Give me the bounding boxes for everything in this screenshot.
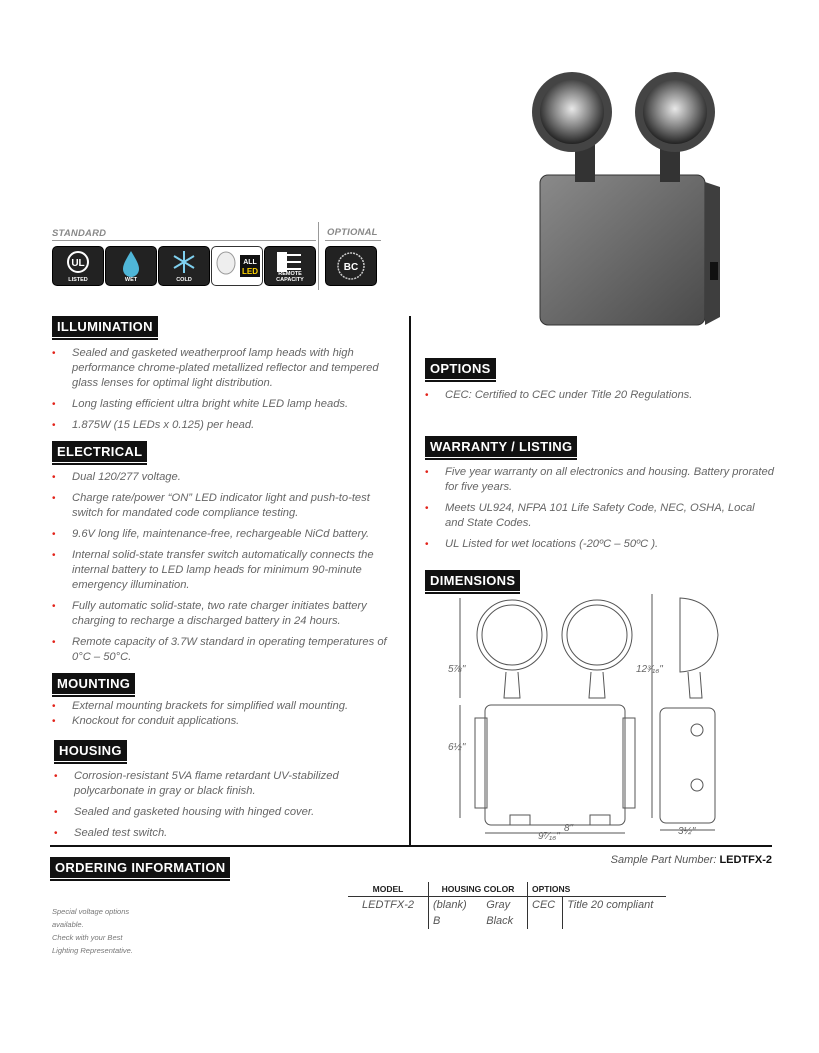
list-item: • Charge rate/power “ON” LED indicator light and push-to-test switch for mandated code compliance testing. bbox=[52, 491, 397, 521]
list-item: • Corrosion-resistant 5VA flame retardant UV-stabilized polycarbonate in gray or black finish. bbox=[54, 769, 399, 799]
ul-listed-icon: UL LISTED bbox=[52, 246, 104, 286]
body-height-label: 6½" bbox=[448, 742, 466, 753]
illumination-list bbox=[52, 346, 397, 439]
list-item: • Sealed and gasketed weatherproof lamp heads with high performance chrome-plated metallized reflector and tempered glass lenses for optimal light distribution. bbox=[52, 346, 397, 391]
cold-snowflake-icon: COLD bbox=[158, 246, 210, 286]
divider bbox=[325, 240, 381, 241]
all-led-bulb-icon bbox=[211, 246, 263, 286]
inner-width-label: 8" bbox=[564, 823, 574, 834]
table-row: LEDTFX-2 (blank) Gray CEC Title 20 compliant bbox=[348, 897, 666, 914]
list-item: • Long lasting efficient ultra bright white LED lamp heads. bbox=[52, 397, 397, 412]
list-item: • Fully automatic solid-state, two rate charger initiates battery charging to recharge a discharged battery in 24 hours. bbox=[52, 599, 397, 629]
col-options: OPTIONS bbox=[528, 882, 667, 897]
wet-droplet-icon: WET bbox=[105, 246, 157, 286]
svg-text:ALL: ALL bbox=[243, 259, 257, 266]
dimensions-header: DIMENSIONS bbox=[425, 570, 520, 591]
outer-width-label: 9⁷⁄₁₆" bbox=[538, 831, 560, 840]
list-item: • UL Listed for wet locations (-20ºC – 50ºC ). bbox=[425, 537, 775, 552]
electrical-header: ELECTRICAL bbox=[52, 441, 147, 462]
section-divider bbox=[50, 845, 772, 847]
svg-text:LED: LED bbox=[242, 267, 258, 276]
divider bbox=[318, 222, 319, 290]
svg-text:BC: BC bbox=[343, 262, 359, 273]
warranty-header: WARRANTY / LISTING bbox=[425, 436, 577, 457]
remote-capacity-icon: REMOTE CAPACITY bbox=[264, 246, 316, 286]
list-item: • Five year warranty on all electronics and housing. Battery prorated for five years. bbox=[425, 465, 775, 495]
bc-seal-icon bbox=[325, 246, 377, 286]
standard-label: STANDARD bbox=[52, 228, 107, 239]
table-row: B Black bbox=[348, 913, 666, 929]
col-model: MODEL bbox=[348, 882, 429, 897]
column-divider bbox=[409, 316, 411, 846]
divider bbox=[52, 240, 316, 241]
sample-part-value: LEDTFX-2 bbox=[719, 854, 772, 866]
list-item: • Internal solid-state transfer switch automatically connects the internal battery to LED lamp heads for minimum 90-minute emergency illumination. bbox=[52, 548, 397, 593]
product-photo bbox=[520, 62, 730, 337]
ordering-header: ORDERING INFORMATION bbox=[50, 857, 230, 878]
list-item: • Remote capacity of 3.7W standard in operating temperatures of 0°C – 50°C. bbox=[52, 635, 397, 665]
list-item: • Meets UL924, NFPA 101 Life Safety Code, NEC, OSHA, Local and State Codes. bbox=[425, 501, 775, 531]
options-list bbox=[425, 388, 775, 409]
warranty-list bbox=[425, 465, 775, 558]
mounting-header: MOUNTING bbox=[52, 673, 135, 694]
housing-list bbox=[54, 769, 399, 847]
ordering-note: Special voltage options available. Check with your Best Lighting Representative. bbox=[52, 907, 133, 955]
col-housing: HOUSING COLOR bbox=[429, 882, 528, 897]
total-height-label: 12³⁄₁₆" bbox=[636, 664, 663, 675]
illumination-header: ILLUMINATION bbox=[52, 316, 158, 337]
optional-label: OPTIONAL bbox=[327, 227, 378, 238]
list-item: • Sealed and gasketed housing with hinged cover. bbox=[54, 805, 399, 820]
options-header: OPTIONS bbox=[425, 358, 496, 379]
list-item: • 9.6V long life, maintenance-free, rechargeable NiCd battery. bbox=[52, 527, 397, 542]
list-item: • 1.875W (15 LEDs x 0.125) per head. bbox=[52, 418, 397, 433]
mounting-list bbox=[52, 699, 397, 729]
head-height-label: 5⅞" bbox=[448, 664, 466, 675]
list-item: • CEC: Certified to CEC under Title 20 Regulations. bbox=[425, 388, 775, 403]
depth-label: 3½" bbox=[678, 826, 696, 837]
electrical-list bbox=[52, 470, 397, 671]
list-item: • Sealed test switch. bbox=[54, 826, 399, 841]
list-item: • External mounting brackets for simplified wall mounting. bbox=[52, 699, 397, 714]
ordering-table bbox=[348, 882, 666, 929]
dimensions-drawing bbox=[440, 590, 730, 840]
sample-part-number: Sample Part Number: LEDTFX-2 bbox=[610, 854, 772, 866]
housing-header: HOUSING bbox=[54, 740, 127, 761]
list-item: • Dual 120/277 voltage. bbox=[52, 470, 397, 485]
svg-text:UL: UL bbox=[71, 258, 85, 269]
list-item: • Knockout for conduit applications. bbox=[52, 714, 397, 729]
